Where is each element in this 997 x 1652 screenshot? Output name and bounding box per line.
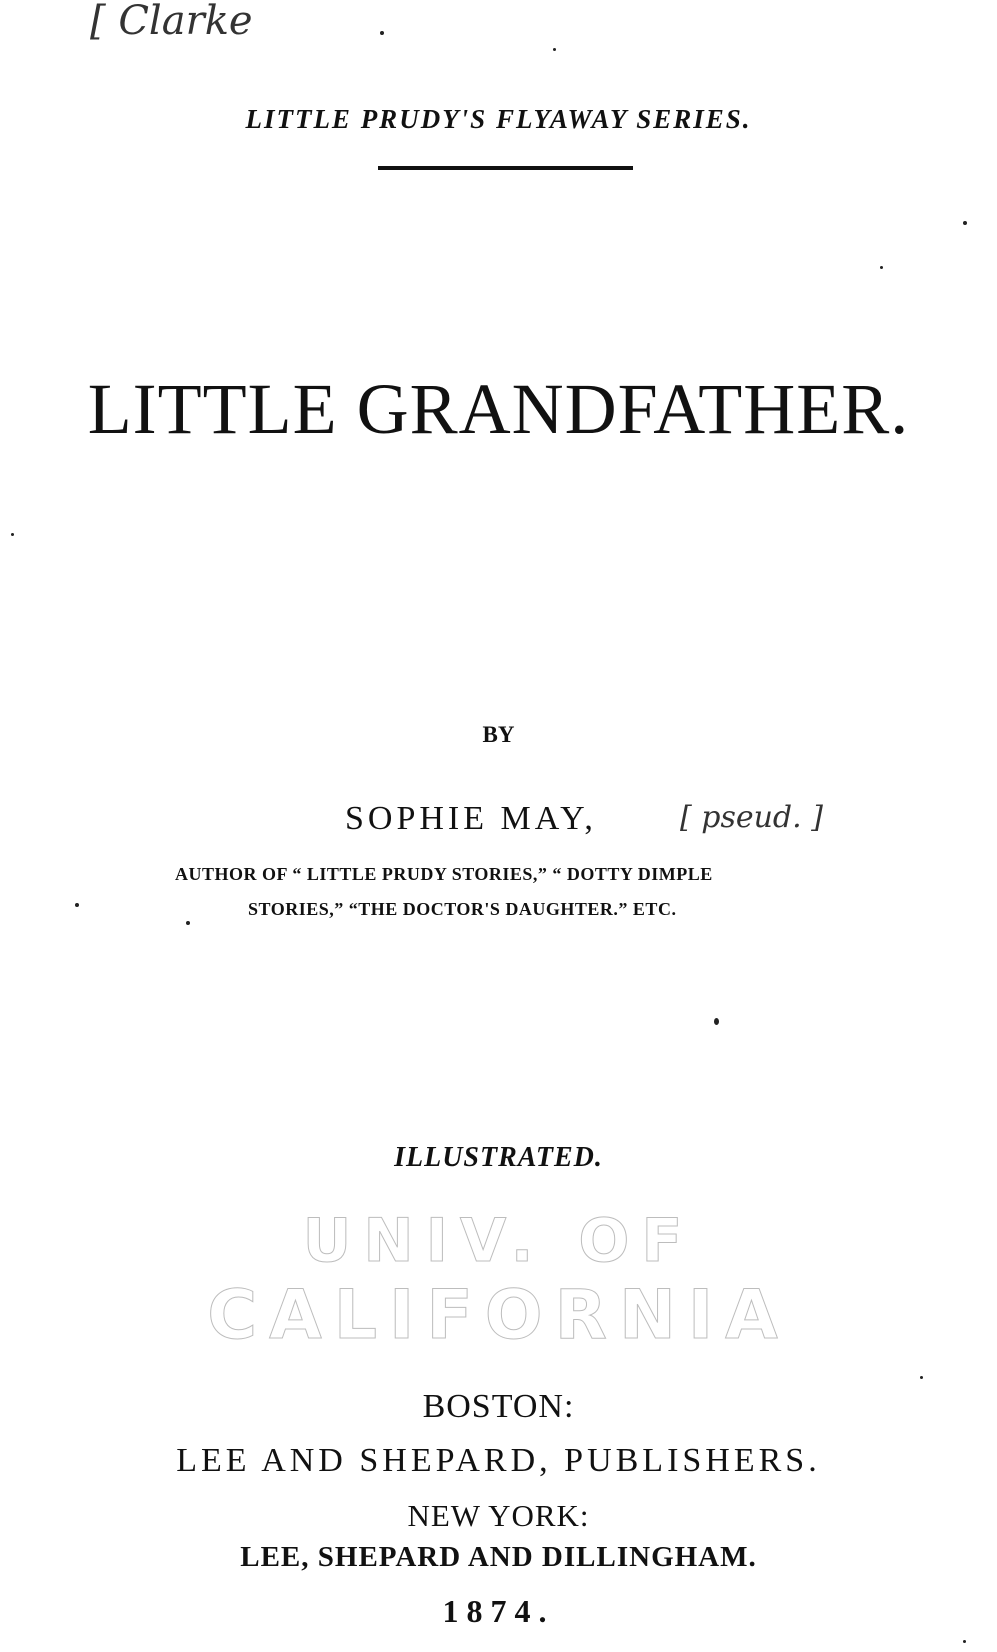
handwritten-author-note: [ pseud. ]	[680, 800, 823, 835]
handwritten-annotation-top: [ Clarke	[90, 0, 253, 44]
imprint-branch-city: NEW YORK:	[407, 1498, 590, 1533]
scan-speck	[714, 1018, 719, 1025]
scan-speck	[553, 48, 556, 51]
illustrated-label: ILLUSTRATED.	[394, 1142, 603, 1173]
book-title: LITTLE GRANDFATHER.	[87, 369, 910, 449]
scan-speck	[11, 533, 14, 536]
series-title: LITTLE PRUDY'S FLYAWAY SERIES.	[245, 104, 752, 134]
publication-year: 1874.	[442, 1593, 555, 1629]
scan-speck	[920, 1376, 923, 1379]
author-credits-line-1: AUTHOR OF “ LITTLE PRUDY STORIES,” “ DOTTY DIMPLE	[175, 864, 713, 884]
scan-speck	[380, 31, 384, 35]
scan-speck	[880, 266, 883, 269]
scan-speck	[963, 1640, 966, 1643]
library-stamp-line-1: UNIV. OF	[302, 1206, 695, 1276]
title-rule	[378, 166, 633, 170]
author-name: SOPHIE MAY,	[345, 800, 597, 837]
scan-speck	[75, 903, 79, 907]
imprint-city: BOSTON:	[422, 1388, 575, 1425]
by-label: BY	[482, 722, 515, 747]
scan-speck	[186, 921, 190, 925]
scan-speck	[963, 221, 967, 225]
imprint-branch-publisher: LEE, SHEPARD AND DILLINGHAM.	[240, 1541, 757, 1573]
author-credits-line-2: STORIES,” “THE DOCTOR'S DAUGHTER.” ETC.	[248, 899, 677, 919]
imprint-publisher: LEE AND SHEPARD, PUBLISHERS.	[176, 1442, 821, 1479]
library-stamp-line-2: CALIFORNIA	[207, 1276, 790, 1355]
